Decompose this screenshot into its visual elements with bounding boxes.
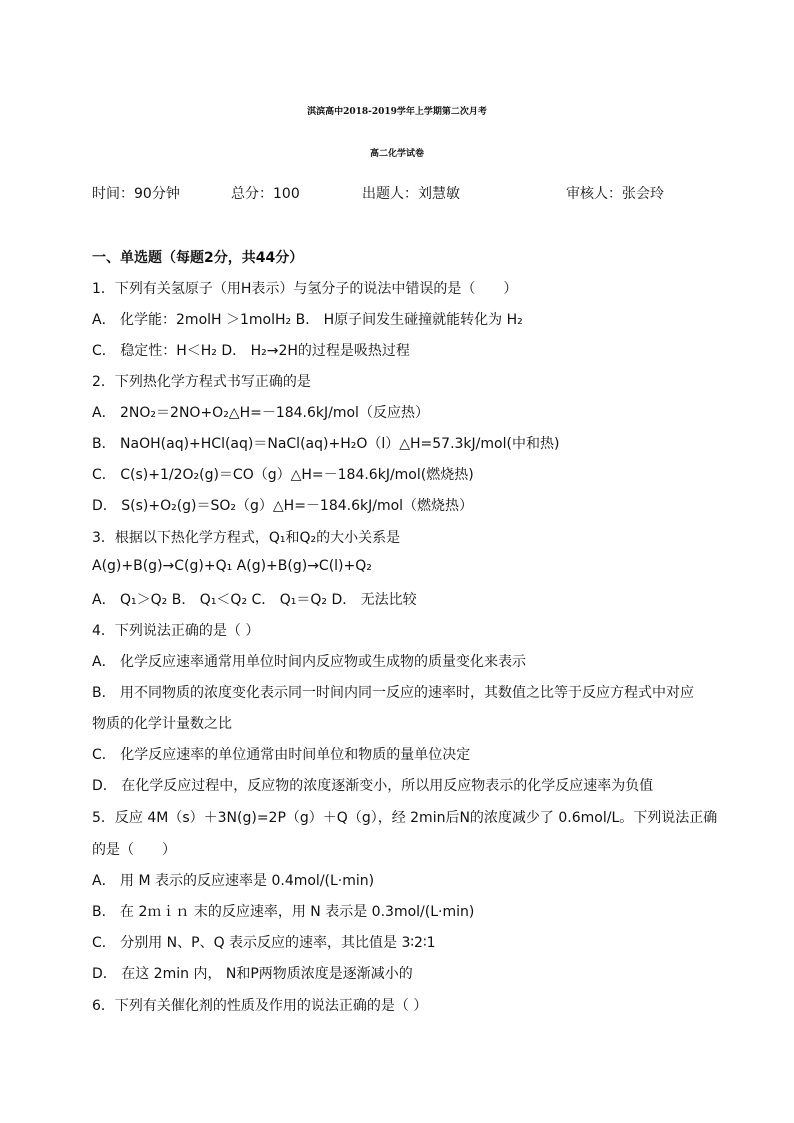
exam-title: 淇滨高中2018-2019学年上学期第二次月考 <box>307 107 487 117</box>
question-line: A． 化学能：2molH ＞1molH₂ B． H原子间发生碰撞就能转化为 H₂ <box>92 312 523 328</box>
exam-time: 时间：90分钟 <box>92 186 180 202</box>
question-line: A． 用 M 表示的反应速率是 0.4mol/(L·min) <box>92 873 375 889</box>
question-line: C． C(s)+1/2O₂(g)＝CO（g）△H=－184.6kJ/mol(燃烧热) <box>92 467 474 483</box>
question-line: D． 在这 2min 内， N和P两物质浓度是逐渐减小的 <box>92 966 413 982</box>
question-line: D． 在化学反应过程中，反应物的浓度逐渐变小，所以用反应物表示的化学反应速率为负值 <box>92 778 654 794</box>
question-line: C． 分别用 N、P、Q 表示反应的速率，其比值是 3∶2∶1 <box>92 935 436 951</box>
question-line: 5．反应 4M（s）＋3N(g)=2P（g）＋Q（g），经 2min后N的浓度减少了 0.6mol/L。下列说法正确 <box>92 810 718 826</box>
exam-total-score: 总分：100 <box>231 186 300 202</box>
question-line: 4．下列说法正确的是（ ） <box>92 623 260 639</box>
question-line: A． 2NO₂＝2NO+O₂△H=－184.6kJ/mol（反应热） <box>92 405 429 421</box>
section-title: 一、单选题（每题2分，共44分） <box>92 250 304 266</box>
question-line: 6．下列有关催化剂的性质及作用的说法正确的是（ ） <box>92 998 428 1014</box>
question-line: C． 稳定性：H＜H₂ D． H₂→2H的过程是吸热过程 <box>92 343 410 359</box>
question-line: 3．根据以下热化学方程式，Q₁和Q₂的大小关系是 <box>92 530 401 546</box>
question-line: A． Q₁＞Q₂ B． Q₁＜Q₂ C． Q₁＝Q₂ D． 无法比较 <box>92 592 417 608</box>
question-line: 物质的化学计量数之比 <box>92 716 232 732</box>
exam-author: 出题人：刘慧敏 <box>362 186 460 202</box>
exam-reviewer: 审核人：张会玲 <box>566 186 664 202</box>
question-line: B． 在 2ｍｉｎ 末的反应速率，用 N 表示是 0.3mol/(L·min) <box>92 904 475 920</box>
question-line: B． NaOH(aq)+HCl(aq)＝NaCl(aq)+H₂O（l）△H=57.3kJ/mol(中和热) <box>92 436 560 452</box>
question-line: 的是（ ） <box>92 842 176 858</box>
question-line: B． 用不同物质的浓度变化表示同一时间内同一反应的速率时，其数值之比等于反应方程式中对应 <box>92 685 695 701</box>
question-line: 1．下列有关氢原子（用H表示）与氢分子的说法中错误的是（ ） <box>92 281 518 297</box>
exam-subtitle: 高二化学试卷 <box>369 149 424 159</box>
question-line: A． 化学反应速率通常用单位时间内反应物或生成物的质量变化来表示 <box>92 654 527 670</box>
question-line: A(g)+B(g)→C(g)+Q₁ A(g)+B(g)→C(l)+Q₂ <box>92 558 372 574</box>
question-line: C． 化学反应速率的单位通常由时间单位和物质的量单位决定 <box>92 747 471 763</box>
question-line: D． S(s)+O₂(g)＝SO₂（g）△H=－184.6kJ/mol（燃烧热） <box>92 498 474 514</box>
question-line: 2．下列热化学方程式书写正确的是 <box>92 374 311 390</box>
